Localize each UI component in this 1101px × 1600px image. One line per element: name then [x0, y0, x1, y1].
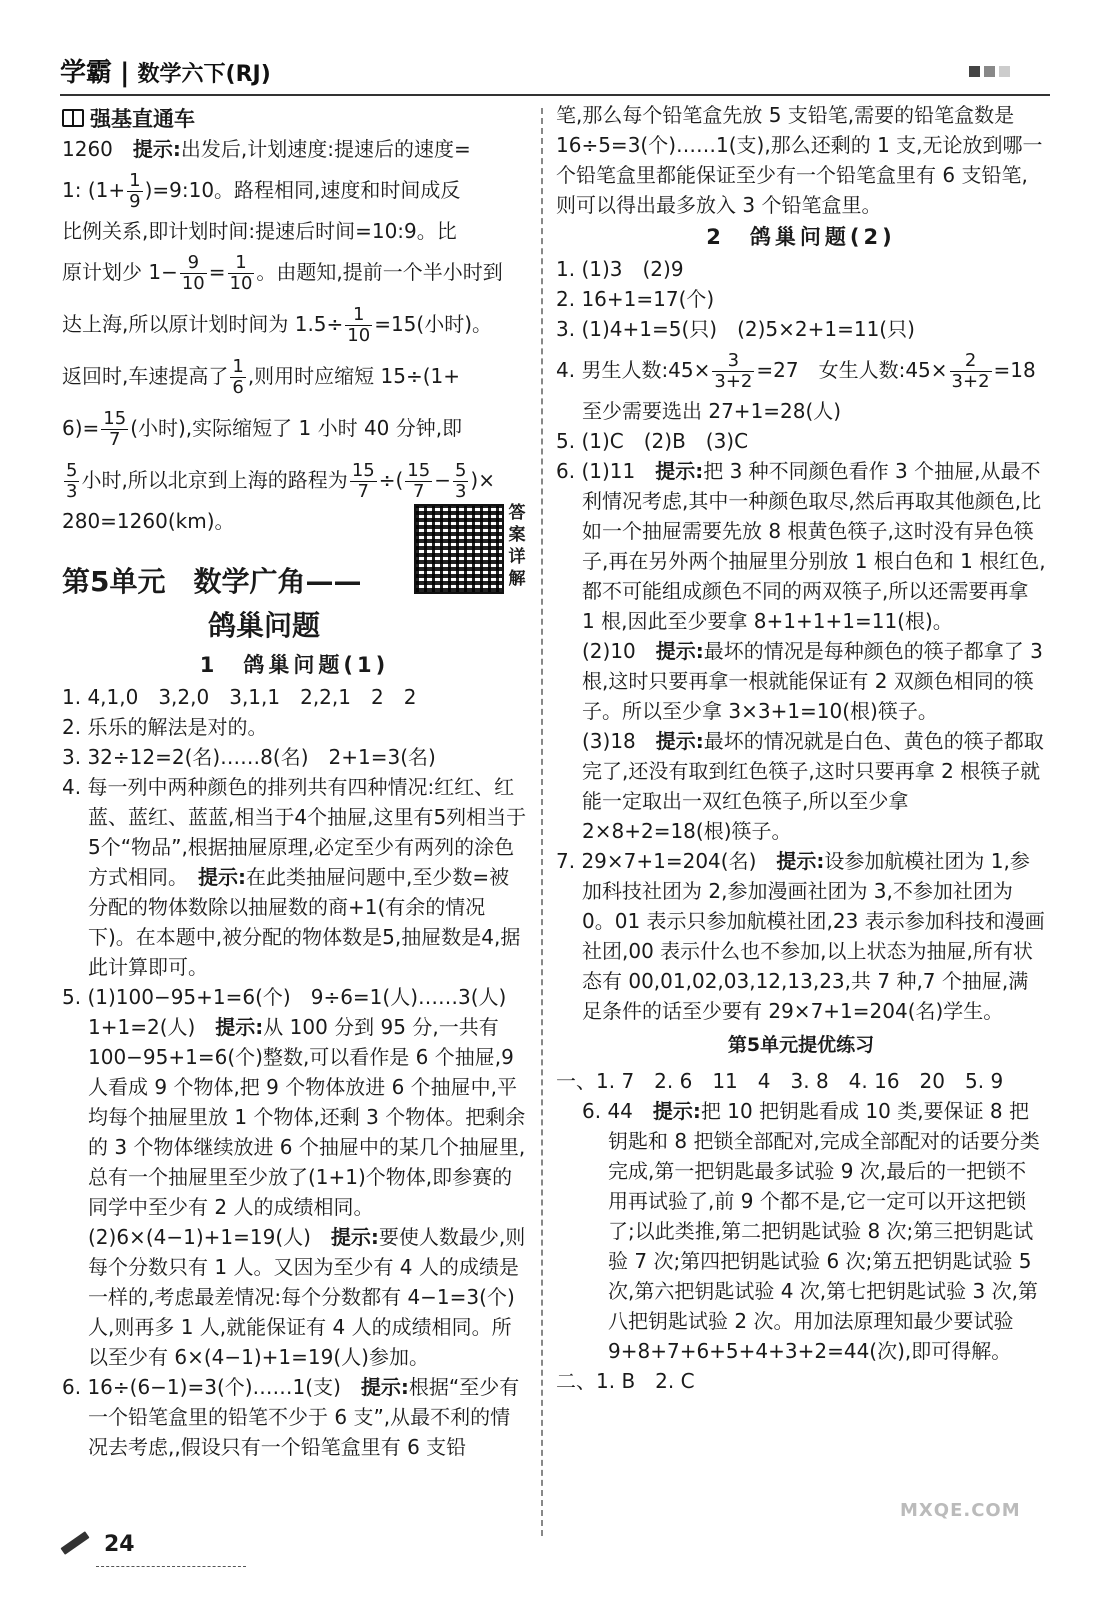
page-footer [60, 1532, 135, 1557]
square-icon [969, 66, 980, 77]
answer-item: 6. 44 提示:把 10 把钥匙看成 10 类,要保证 8 把钥匙和 8 把锁全部配对,完成全部配对的话要分类完成,第一把钥匙最多试验 9 次,最后的一把锁不用再试验了,前 9 个都不是,它一定可以开这把锁了;以此类推,第二把钥匙试验 8 次;第三把钥匙试验 7 次;第四把钥匙试验 6 次;第五把钥匙试验 5 次,第六把钥匙试验 4 次,第七把钥匙试验 3 次,第八把钥匙试验 2 次。用加法原理知最少要试验 9+8+7+6+5+4+3+2=44(次),即可得解。 [582, 1099, 1040, 1363]
square-icon [984, 66, 995, 77]
continued-text: 笔,那么每个铅笔盒先放 5 支铅笔,需要的铅笔盒数是 16÷5=3(个)……1(支),那么还剩的 1 支,无论放到哪一个铅笔盒里都能保证至少有一个铅笔盒里有 6 支铅笔,则可以得出最多放入 3 个铅笔盒里。 [556, 103, 1043, 217]
answer-1260: 1260 提示:出发后,计划速度:提速后的速度= [62, 137, 471, 161]
answer-item: 一、1. 7 2. 6 11 4 3. 8 4. 16 20 5. 9 [556, 1069, 1004, 1093]
column-divider [541, 108, 543, 1536]
book-subject: 数学六下(RJ) [137, 62, 271, 87]
answer-item: (2)10 提示:最坏的情况是每种颜色的筷子都拿了 3 根,这时只要再拿一根就能保证有 2 双颜色相同的筷子。所以至少拿 3×3+1=10(根)筷子。 [582, 639, 1043, 723]
answer-item: 4. 每一列中两种颜色的排列共有四种情况:红红、红蓝、蓝红、蓝蓝,相当于4个抽屉,这里有5列相当于5个“物品”,根据抽屉原理,必定至少有两列的涂色方式相同。 提示:在此类抽屉问题中,至少数=被分配的物体数除以抽屉数的商+1(有余的情况下)。在本题中,被分配的物体数是5,抽屉数是4,据此计算即可。 [62, 775, 527, 979]
answer-item: 3. (1)4+1=5(只) (2)5×2+1=11(只) [556, 317, 915, 341]
answer-item: 至少需要选出 27+1=28(人) [582, 399, 842, 423]
text-line: 280=1260(km)。 [62, 509, 235, 533]
answer-item: 6. (1)11 提示:把 3 种不同颜色看作 3 个抽屉,从最不利情况考虑,其中一种颜色取尽,然后再取其他颜色,比如一个抽屉需要先放 8 根黄色筷子,这时没有异色筷子,再在另外两个抽屉里分别放 1 根白色和 1 根红色,都不可能组成颜色不同的两双筷子,所以还需要再拿 1 根,因此至少要拿 8+1+1+1=11(根)。 [556, 459, 1046, 633]
answer-item: 3. 32÷12=2(名)……8(名) 2+1=3(名) [62, 745, 436, 769]
answer-item: 二、1. B 2. C [556, 1369, 695, 1393]
unit-title: 第5单元 数学广角—— [62, 565, 362, 598]
lesson-1-title: 1 鸽巢问题(1) [199, 653, 390, 677]
qr-label: 答案详解 [508, 503, 526, 589]
text-line: 6)= $\frac{15}{7}$ (小时),实际缩短了 1 小时 40 分钟,即 [62, 408, 463, 450]
answer-item: (3)18 提示:最坏的情况就是白色、黄色的筷子都取完了,还没有取到红色筷子,这时只要再拿 2 根筷子就能一定取出一双红色筷子,所以至少拿 2×8+2=18(根)筷子。 [582, 729, 1044, 843]
qr-code[interactable] [414, 504, 504, 594]
brand-name: 学霸 [60, 58, 113, 88]
answer-item: 6. 16÷(6−1)=3(个)……1(支) 提示:根据“至少有一个铅笔盒里的铅笔不少于 6 支”,从最不利的情况去考虑,,假设只有一个铅笔盒里有 6 支铅 [62, 1375, 520, 1459]
watermark: MXQE.COM [900, 1500, 1021, 1521]
answer-item: 1. 4,1,0 3,2,0 3,1,1 2,2,1 2 2 [62, 685, 417, 709]
answer-item: 2. 16+1=17(个) [556, 287, 715, 311]
text-line: 返回时,车速提高了 $\frac{1}{6}$ ,则用时应缩短 15÷(1+ [62, 356, 461, 398]
page-header [60, 44, 1050, 88]
header-squares [965, 62, 1010, 81]
footer-line [96, 1566, 246, 1567]
unit-subtitle: 鸽巢问题 [208, 609, 321, 642]
text-line: 1: (1+ $\frac{1}{9}$ )=9:10。路程相同,速度和时间成反 [62, 170, 461, 212]
answer-item: 5. (1)100−95+1=6(个) 9÷6=1(人)……3(人) [62, 985, 507, 1009]
answer-item: 1+1=2(人) 提示:从 100 分到 95 分,一共有 100−95+1=6(个)整数,可以看作是 6 个抽屉,9 人看成 9 个物体,把 9 个物体放进 6 个抽屉中,平均每个抽屉里放 1 个物体,还剩 3 个物体。把剩余的 3 个物体继续放进 6 个抽屉中的某几个抽屉里,总有一个抽屉里至少放了(1+1)个物体,即参赛的同学中至少有 2 人的成绩相同。 [88, 1015, 526, 1219]
header-rule [60, 94, 1050, 96]
answer-item: 4. 男生人数:45× $\frac{3}{3+2}$ =27 女生人数:45× $\frac{2}{3+2}$ =18 [556, 350, 1036, 392]
text-line: 原计划少 1− $\frac{9}{10}$ = $\frac{1}{10}$ 。由题知,提前一个半小时到 [62, 252, 503, 294]
pencil-icon [60, 1531, 89, 1555]
brand: 学霸 | 数学六下(RJ) [60, 58, 271, 88]
square-icon [999, 66, 1010, 77]
section-title: 强基直通车 [62, 104, 527, 134]
practice-title: 第5单元提优练习 [727, 1034, 875, 1056]
text-line: 比例关系,即计划时间:提速后时间=10:9。比 [62, 219, 457, 243]
answer-item: 5. (1)C (2)B (3)C [556, 429, 749, 453]
left-column [62, 100, 527, 1462]
answer-item: 1. (1)3 (2)9 [556, 257, 684, 281]
answer-item: (2)6×(4−1)+1=19(人) 提示:要使人数最少,则每个分数只有 1 人。又因为至少有 4 人的成绩是一样的,考虑最差情况:每个分数都有 4−1=3(个)人,则再多 1 人,就能保证有 4 人的成绩相同。所以至少有 6×(4−1)+1=19(人)参加。 [88, 1225, 526, 1369]
answer-item: 2. 乐乐的解法是对的。 [62, 715, 268, 739]
answer-item: 7. 29×7+1=204(名) 提示:设参加航模社团为 1,参加科技社团为 2,参加漫画社团为 3,不参加社团为 0。01 表示只参加航模社团,23 表示参加科技和漫画社团,00 表示什么也不参加,以上状态为抽屉,所有状态有 00,01,02,03,12,13,23,共 7 种,7 个抽屉,满足条件的话至少要有 29×7+1=204(名)学生。 [556, 849, 1045, 1023]
text-line: 达上海,所以原计划时间为 1.5÷ $\frac{1}{10}$ =15(小时)。 [62, 304, 492, 346]
right-column [556, 100, 1046, 1396]
lesson-2-title: 2 鸽巢问题(2) [706, 225, 896, 249]
page-number: 24 [104, 1532, 135, 1557]
text-line: $\frac{5}{3}$ 小时,所以北京到上海的路程为 $\frac{15}{7}$ ÷( $\frac{15}{7}$ − $\frac{5}{3}$ )× [66, 460, 495, 502]
book-icon [62, 109, 84, 127]
